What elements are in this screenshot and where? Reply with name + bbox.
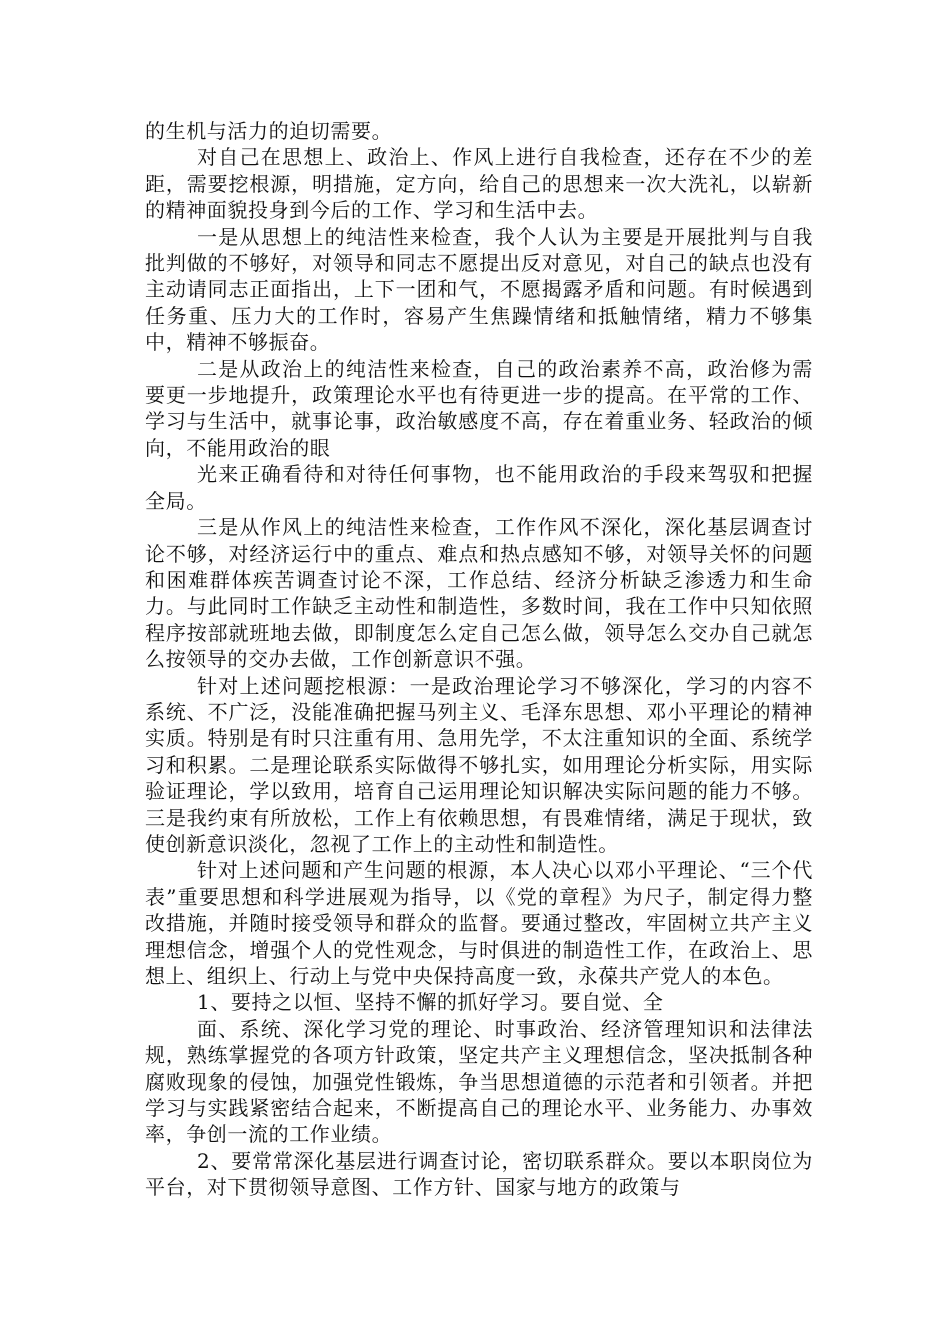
paragraph-5: 光来正确看待和对待任何事物，也不能用政治的手段来驾驭和把握全局。 [145,462,813,513]
paragraph-8: 针对上述问题和产生问题的根源，本人决心以邓小平理论、“三个代表”重要思想和科学进展观为指导，以《党的章程》为尺子，制定得力整改措施，并随时接受领导和群众的监督。要通过整改，牢固树立共产主义理想信念，增强个人的党性观念，与时俱进的制造性工作，在政治上、思想上、组织上、行动上与党中央保持高度一致，永葆共产党人的本色。 [145,858,813,988]
document-body [145,118,813,1201]
paragraph-7: 针对上述问题挖根源：一是政治理论学习不够深化，学习的内容不系统、不广泛，没能准确把握马列主义、毛泽东思想、邓小平理论的精神实质。特别是有时只注重有用、急用先学，不太注重知识的全面、系统学习和积累。二是理论联系实际做得不够扎实，如用理论分析实际，用实际验证理论，学以致用，培育自己运用理论知识解决实际问题的能力不够。三是我约束有所放松，工作上有依赖思想，有畏难情绪，满足于现状，致使创新意识淡化，忽视了工作上的主动性和制造性。 [145,673,813,856]
paragraph-3: 一是从思想上的纯洁性来检查，我个人认为主要是开展批判与自我批判做的不够好，对领导和同志不愿提出反对意见，对自己的缺点也没有主动请同志正面指出，上下一团和气，不愿揭露矛盾和问题。有时候遇到任务重、压力大的工作时，容易产生焦躁情绪和抵触情绪，精力不够集中，精神不够振奋。 [145,224,813,355]
paragraph-1: 的生机与活力的迫切需要。 [145,119,393,143]
paragraph-9: 1、要持之以恒、坚持不懈的抓好学习。要自觉、全 [197,990,664,1015]
paragraph-4: 二是从政治上的纯洁性来检查，自己的政治素养不高，政治修为需要更一步地提升，政策理论水平也有待更进一步的提高。在平常的工作、学习与生活中，就事论事，政治敏感度不高，存在着重业务、轻政治的倾向，不能用政治的眼 [145,356,813,460]
paragraph-10: 面、系统、深化学习党的理论、时事政治、经济管理知识和法律法规，熟练掌握党的各项方针政策，坚定共产主义理想信念，坚决抵制各种腐败现象的侵蚀，加强党性锻炼，争当思想道德的示范者和引领者。并把学习与实践紧密结合起来，不断提高自己的理论水平、业务能力、办事效率，争创一流的工作业绩。 [145,1016,813,1147]
paragraph-2: 对自己在思想上、政治上、作风上进行自我检查，还存在不少的差距，需要挖根源，明措施，定方向，给自己的思想来一次大洗礼，以崭新的精神面貌投身到今后的工作、学习和生活中去。 [145,145,813,223]
paragraph-6: 三是从作风上的纯洁性来检查，工作作风不深化，深化基层调查讨论不够，对经济运行中的重点、难点和热点感知不够，对领导关怀的问题和困难群体疾苦调查讨论不深，工作总结、经济分析缺乏渗透力和生命力。与此同时工作缺乏主动性和制造性，多数时间，我在工作中只知依照程序按部就班地去做，即制度怎么定自己怎么做，领导怎么交办自己就怎么按领导的交办去做，工作创新意识不强。 [145,515,813,672]
paragraph-11: 2、要常常深化基层进行调查讨论，密切联系群众。要以本职岗位为平台，对下贯彻领导意图、工作方针、国家与地方的政策与 [145,1148,813,1200]
